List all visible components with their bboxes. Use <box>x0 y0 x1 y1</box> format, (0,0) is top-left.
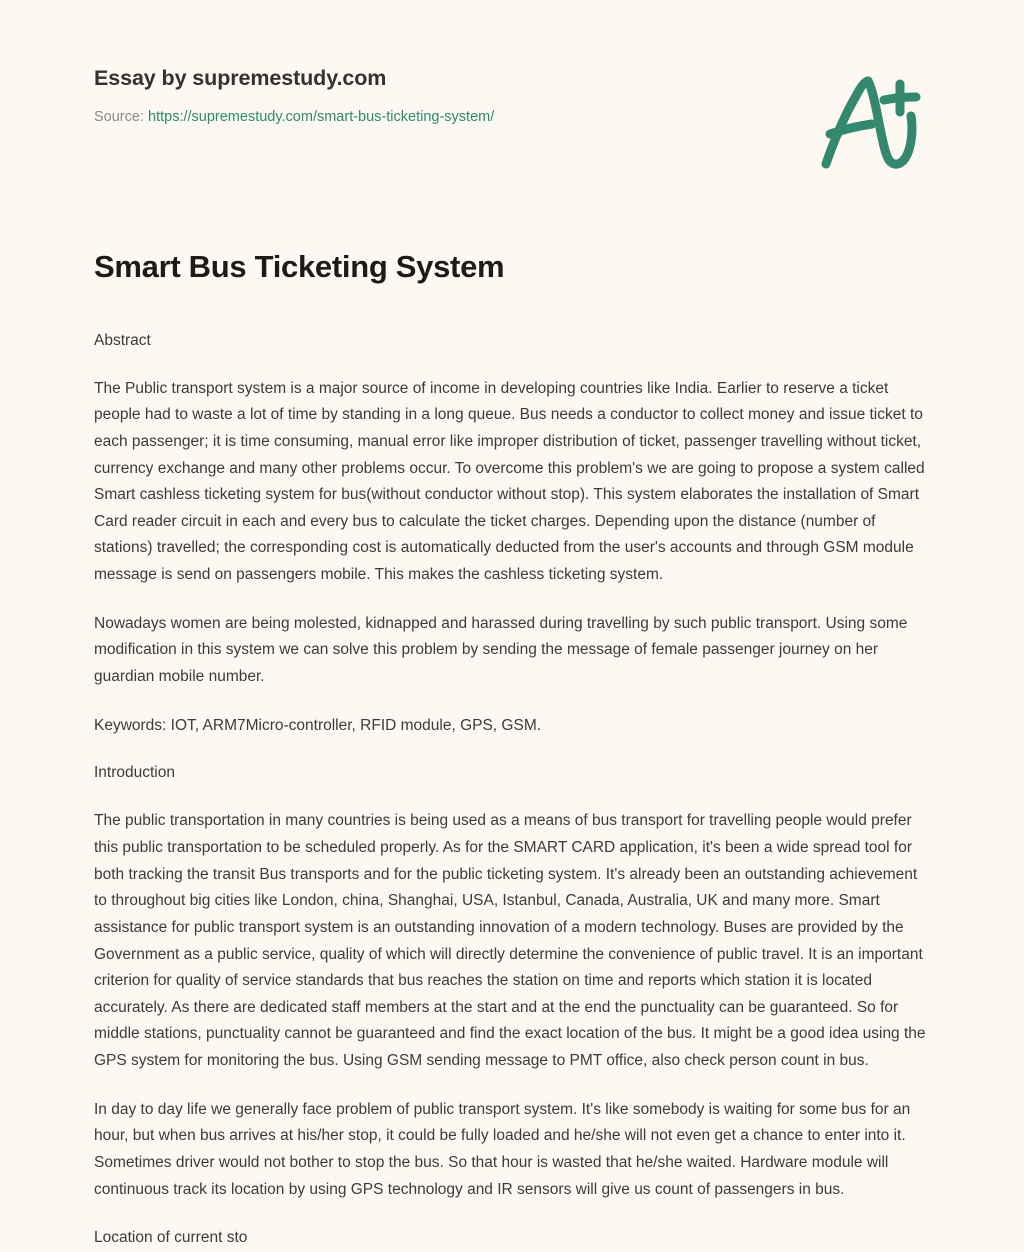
brand-title: Essay by supremestudy.com <box>94 66 387 90</box>
brand-block <box>94 66 714 127</box>
introduction-paragraph-2: In day to day life we generally face problem of public transport system. It's like somebody is waiting for some bus for an hour, but when bus arrives at his/her stop, it could be fully loaded and he/she will not even get a chance to enter into it. Sometimes driver would not bother to stop the bus. So that hour is wasted that he/she waited. Hardware module will continuous track its location by using GPS technology and IR sensors will give us count of passengers in bus. <box>94 1100 911 1198</box>
a-plus-logo[interactable] <box>812 72 932 172</box>
source-line <box>94 108 714 127</box>
keywords-line: Keywords: IOT, ARM7Micro-controller, RFID module, GPS, GSM. <box>94 716 542 734</box>
abstract-heading: Abstract <box>94 331 151 349</box>
page-header <box>0 0 1024 190</box>
document-body <box>94 248 934 1252</box>
page-title: Smart Bus Ticketing System <box>94 249 505 284</box>
introduction-heading: Introduction <box>94 764 175 782</box>
introduction-paragraph-1: The public transportation in many countries is being used as a means of bus transport for travelling people would prefer this public transportation to be scheduled properly. As for the SMART CARD application, it's been a wide spread tool for both tracking the transit Bus transports and for the public ticketing system. It's already been an outstanding achievement to throughout big cities like London, china, Shanghai, USA, Istanbul, Canada, Australia, UK and many more. Smart assistance for public transport system is an outstanding innovation of a modern technology. Buses are provided by the Government as a public service, quality of which will directly determine the convenience of public travel. It is an important criterion for quality of service standards that bus reaches the station on time and reports which station it is located accurately. As there are dedicated staff members at the start and at the end the punctuality can be guaranteed. So for middle stations, punctuality cannot be guaranteed and find the exact location of the bus. It might be a good idea using the GPS system for monitoring the bus. Using GSM sending message to PMT office, also check person count in bus. <box>94 812 926 1070</box>
source-label: Source: <box>94 108 144 125</box>
abstract-paragraph-1: The Public transport system is a major source of income in developing countries like India. Earlier to reserve a ticket people had to waste a lot of time by standing in a long queue. Bus needs a conductor to collect money and issue ticket to each passenger; it is time consuming, manual error like improper distribution of ticket, passenger travelling without ticket, currency exchange and many other problems occur. To overcome this problem's we are going to propose a system called Smart cashless ticketing system for bus(without conductor without stop). This system elaborates the installation of Smart Card reader circuit in each and every bus to calculate the ticket charges. Depending upon the distance (number of stations) travelled; the corresponding cost is automatically deducted from the user's accounts and through GSM module message is send on passengers mobile. This makes the cashless ticketing system. <box>94 379 925 584</box>
introduction-paragraph-3-truncated: Location of current sto <box>94 1229 248 1247</box>
source-url-link[interactable]: https://supremestudy.com/smart-bus-ticketing-system/ <box>148 108 495 125</box>
abstract-paragraph-2: Nowadays women are being molested, kidnapped and harassed during travelling by such public transport. Using some modification in this system we can solve this problem by sending the message of female passenger journey on her guardian mobile number. <box>94 614 908 686</box>
